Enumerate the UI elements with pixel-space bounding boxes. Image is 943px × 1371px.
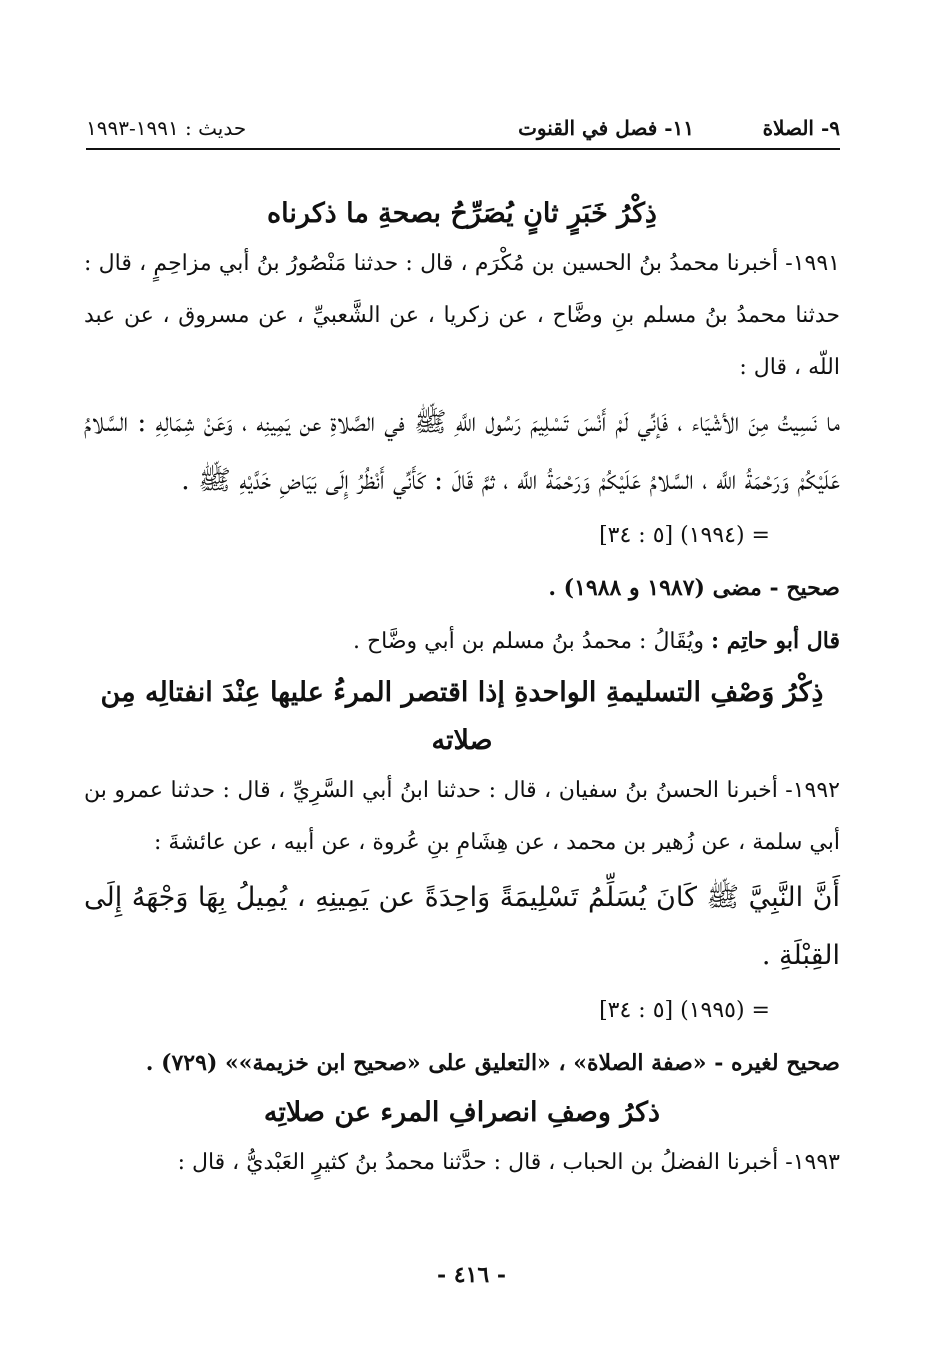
header-chapter-title: ٩- الصلاة — [762, 116, 840, 140]
hadith-matn: أَنَّ النَّبِيَّ ﷺ كَانَ يُسَلِّمُ تَسْلِيمَةً وَاحِدَةً عن يَمِينِهِ ، يُمِيلُ بِهَا وَجْهَهُ إِلَى القِبْلَةِ . — [84, 882, 840, 971]
hadith-grade: صحيح لغيره - «صفة الصلاة» ، «التعليق على «صحيح ابن خزيمة»» (٧٢٩) . — [145, 1050, 840, 1076]
chapter-heading-3: ذكرُ وصفِ انصرافِ المرء عن صلاتِه — [263, 1097, 661, 1128]
hadith-1992 — [84, 765, 840, 1089]
hadith-isnad: ١٩٩١- أخبرنا محمدُ بنُ الحسين بن مُكْرَم ، قال : حدثنا مَنْصُورُ بنُ أبي مزاحِمٍ ، قال : حدثنا محمدُ بنُ مسلم بنِ وضَّاح ، عن زكريا ، عن الشَّعبيِّ ، عن مسروق ، عن عبد اللّه ، قال : — [84, 251, 840, 380]
hadith-matn: ما نَسِيتُ مِنَ الأشْيَاء ، فَإنِّي لَمْ أَنْسَ تَسْلِيمَ رَسُول اللَّهِ ﷺ في الصَّلاةِ عن يَمِينِه ، وَعَنْ شِمَالِهِ : السَّلامُ عَلَيْكُمْ وَرَحْمَةُ اللَّه ، السَّلامُ عَلَيْكُمْ وَرَحْمَةُ اللَّه ، ثمَّ قَالَ : كَأَنِّي أَنْظُرُ إِلَى بَيَاضِ خَدَّيْهِ ﷺ . — [84, 407, 840, 496]
chapter-heading-2: ذِكْرُ وَصْفِ التسليمةِ الواحدةِ إذا اقتصر المرءُ عليها عِنْدَ انفتالِه مِن صلاته — [100, 677, 824, 756]
hadith-reference: = (١٩٩٥) [٥ : ٣٤] — [599, 998, 770, 1023]
hadith-1993 — [84, 1137, 840, 1189]
hadith-note — [84, 614, 840, 669]
chapter-heading-1: ذِكْرُ خَبَرٍ ثانٍ يُصَرِّحُ بصحةِ ما ذكرناه — [267, 198, 657, 229]
note-lead: قال أبو حاتِم : — [711, 628, 840, 654]
hadith-isnad: ١٩٩٢- أخبرنا الحسنُ بنُ سفيان ، قال : حدثنا ابنُ أبي السَّرِيِّ ، قال : حدثنا عمرو بن أبي سلمة ، عن زُهير بن محمد ، عن هِشَامِ بنِ عُروة ، عن أبيه ، عن عائشةَ : — [84, 778, 840, 855]
header-section-title: ١١- فصل في القنوت — [518, 116, 694, 140]
page-body — [84, 190, 840, 1189]
hadith-grade: صحيح - مضى (١٩٨٧ و ١٩٨٨) . — [548, 575, 840, 601]
page-number: - ٤١٦ - — [436, 1262, 507, 1288]
note-text: ويُقَالُ : محمدُ بنُ مسلم بن أبي وضَّاح . — [352, 629, 705, 654]
hadith-isnad: ١٩٩٣- أخبرنا الفضلُ بن الحباب ، قال : حدَّثنا محمدُ بنُ كثيرٍ العَبْديُّ ، قال : — [177, 1150, 840, 1175]
hadith-1991 — [84, 238, 840, 669]
hadith-reference: = (١٩٩٤) [٥ : ٣٤] — [599, 523, 770, 548]
running-header — [86, 112, 840, 150]
header-hadith-range: حديث : ١٩٩١-١٩٩٣ — [86, 116, 247, 140]
